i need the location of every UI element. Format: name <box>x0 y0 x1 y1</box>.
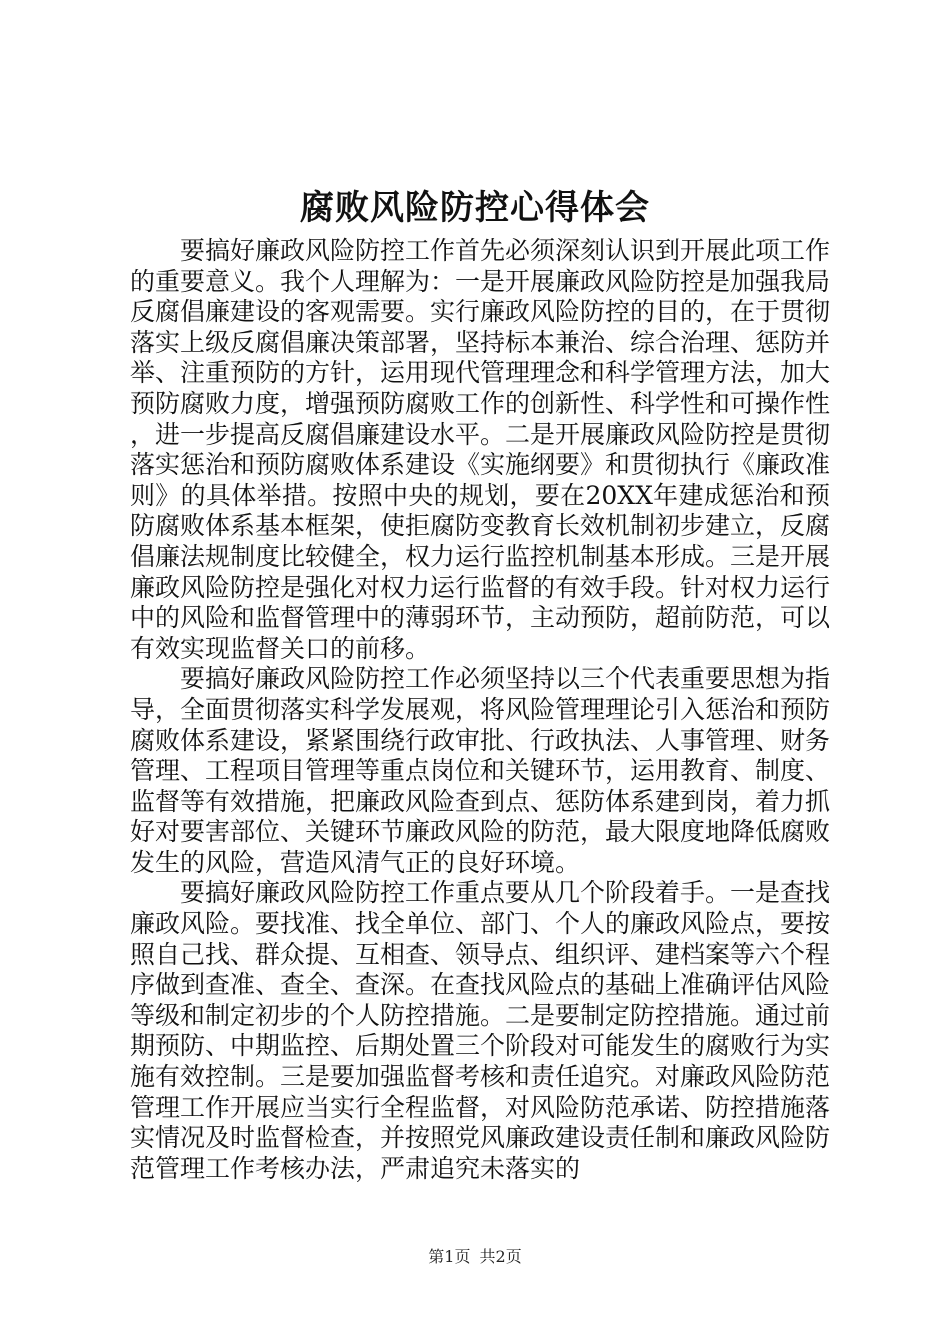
document-body <box>130 236 830 1184</box>
page-total: 共2页 <box>479 1247 522 1266</box>
paragraph-1: 要搞好廉政风险防控工作首先必须深刻认识到开展此项工作的重要意义。我个人理解为：一是开展廉政风险防控是加强我局反腐倡廉建设的客观需要。实行廉政风险防控的目的，在于贯彻落实上级反腐倡廉决策部署，坚持标本兼治、综合治理、惩防并举、注重预防的方针，运用现代管理理念和科学管理方法，加大预防腐败力度，增强预防腐败工作的创新性、科学性和可操作性，进一步提高反腐倡廉建设水平。二是开展廉政风险防控是贯彻落实惩治和预防腐败体系建设《实施纲要》和贯彻执行《廉政准则》的具体举措。按照中央的规划，要在20XX年建成惩治和预防腐败体系基本框架，使拒腐防变教育长效机制初步建立，反腐倡廉法规制度比较健全，权力运行监控机制基本形成。三是开展廉政风险防控是强化对权力运行监督的有效手段。针对权力运行中的风险和监督管理中的薄弱环节，主动预防，超前防范，可以有效实现监督关口的前移。 <box>130 236 831 663</box>
page-footer <box>0 1247 950 1267</box>
paragraph-2: 要搞好廉政风险防控工作必须坚持以三个代表重要思想为指导，全面贯彻落实科学发展观，将风险管理理论引入惩治和预防腐败体系建设，紧紧围绕行政审批、行政执法、人事管理、财务管理、工程项目管理等重点岗位和关键环节，运用教育、制度、监督等有效措施，把廉政风险查到点、惩防体系建到岗，着力抓好对要害部位、关键环节廉政风险的防范，最大限度地降低腐败发生的风险，营造风清气正的良好环境。 <box>130 664 831 877</box>
document-title: 腐败风险防控心得体会 <box>300 188 650 228</box>
page-number: 第1页 <box>428 1247 471 1266</box>
paragraph-3: 要搞好廉政风险防控工作重点要从几个阶段着手。一是查找廉政风险。要找准、找全单位、部门、个人的廉政风险点，要按照自己找、群众提、互相查、领导点、组织评、建档案等六个程序做到查准、查全、查深。在查找风险点的基础上准确评估风险等级和制定初步的个人防控措施。二是要制定防控措施。通过前期预防、中期监控、后期处置三个阶段对可能发生的腐败行为实施有效控制。三是要加强监督考核和责任追究。对廉政风险防范管理工作开展应当实行全程监督，对风险防范承诺、防控措施落实情况及时监督检查，并按照党风廉政建设责任制和廉政风险防范管理工作考核办法，严肃追究未落实的 <box>130 878 831 1183</box>
